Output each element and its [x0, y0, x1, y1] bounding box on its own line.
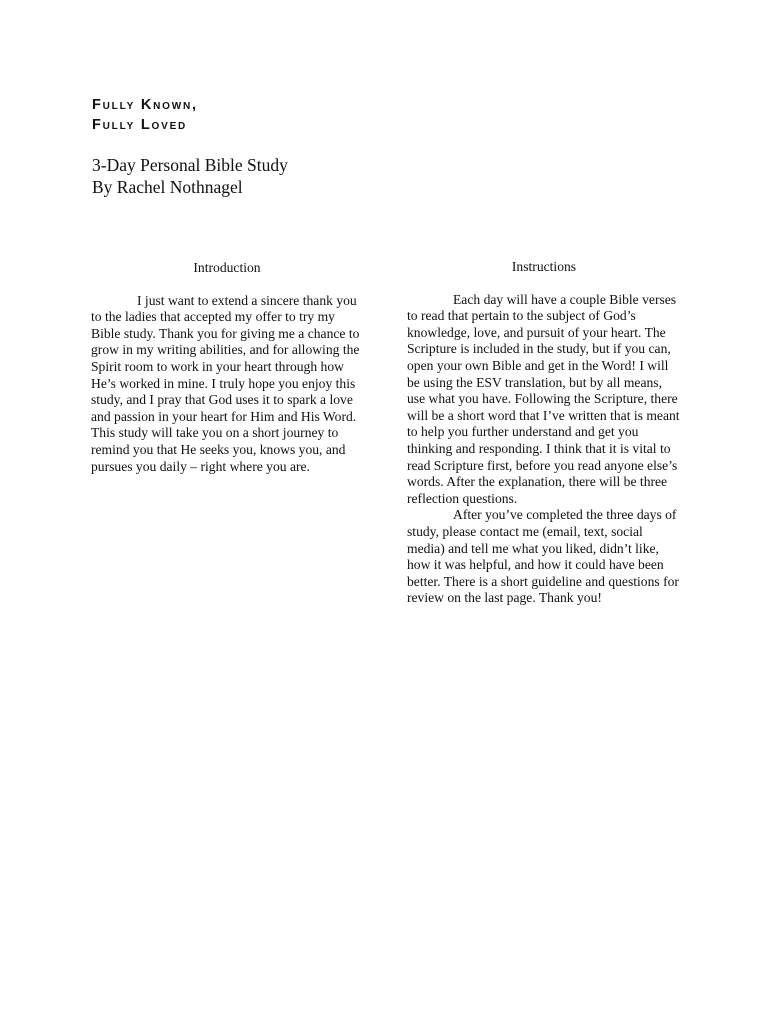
instructions-paragraph-2: After you’ve completed the three days of study, please contact me (email, text, social media) and tell me what you liked, didn’t like, how it was helpful, and how it could have been better. There is a short guideline and questions for review on the last page. Thank you!: [407, 507, 679, 606]
instructions-heading: Instructions: [511, 259, 577, 274]
document-subtitle: [92, 154, 288, 198]
instructions-column: [407, 260, 681, 607]
title-line-2: Fully Loved: [92, 117, 188, 133]
document-title: [92, 95, 198, 135]
title-line-1: Fully Known,: [92, 97, 198, 113]
introduction-column: [91, 260, 363, 475]
author-line: By Rachel Nothnagel: [92, 177, 243, 197]
subtitle-line-1: 3-Day Personal Bible Study: [92, 155, 288, 175]
introduction-heading: Introduction: [193, 260, 261, 275]
instructions-paragraph-1: Each day will have a couple Bible verses to read that pertain to the subject of God’s knowledge, love, and pursuit of your heart. The Scripture is included in the study, but if you can, open your own Bible and get in the Word! I will be using the ESV translation, but by all means, use what you have. Following the Scripture, there will be a short word that I’ve written that is meant to help you further understand and get you thinking and responding. I think that it is vital to read Scripture first, before you read anyone else’s words. After the explanation, there will be three reflection questions.: [407, 291, 680, 506]
introduction-paragraph: I just want to extend a sincere thank you to the ladies that accepted my offer to try my Bible study. Thank you for giving me a chance to grow in my writing abilities, and for allowing the Spirit room to work in your heart through how He’s worked in mine. I truly hope you enjoy this study, and I pray that God uses it to spark a love and passion in your heart for Him and His Word. This study will take you on a short journey to remind you that He seeks you, knows you, and pursues you daily – right where you are.: [91, 292, 360, 474]
